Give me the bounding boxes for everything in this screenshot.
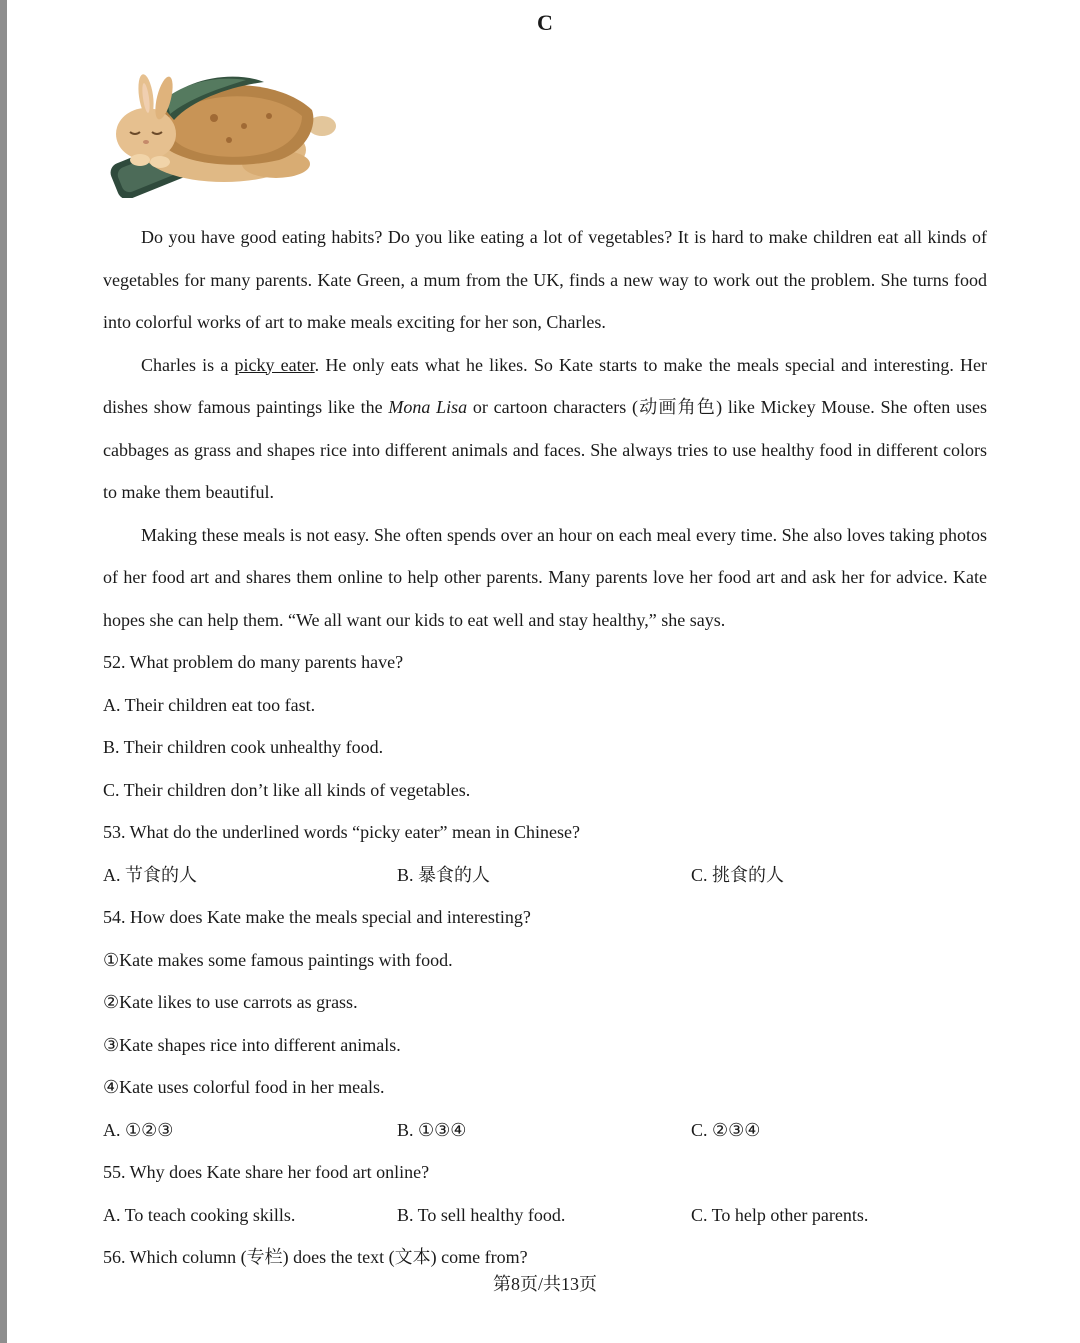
- question-54-statement-3: ③Kate shapes rice into different animals.: [103, 1034, 401, 1055]
- rabbit-under-seaweed-blanket-icon: [104, 68, 340, 198]
- question-52-option-b: B. Their children cook unhealthy food.: [103, 737, 384, 757]
- question-53-stem: 53. What do the underlined words “picky eater” mean in Chinese?: [103, 822, 581, 842]
- paragraph-3: Making these meals is not easy. She often spends over an hour on each meal every time. She also loves taking photos of her food art and shares them online to help other parents. Many parents love her food art and ask her for advice. Kate hopes she can help them. “We all want our kids to eat well and stay healthy,” she says.: [103, 524, 987, 630]
- question-54-option-b: B. ①③④: [397, 1119, 467, 1140]
- question-54-options: [103, 1109, 987, 1152]
- question-54-statement-1: ①Kate makes some famous paintings with food.: [103, 949, 453, 970]
- paragraph-1: Do you have good eating habits? Do you like eating a lot of vegetables? It is hard to make children eat all kinds of vegetables for many parents. Kate Green, a mum from the UK, finds a new way to work out the problem. She turns food into colorful works of art to make meals exciting for her son, Charles.: [103, 227, 987, 332]
- question-52-option-a: A. Their children eat too fast.: [103, 694, 316, 715]
- paragraph-2-start: Charles is a: [141, 354, 235, 375]
- question-54-option-a: A. ①②③: [103, 1119, 174, 1140]
- page-number-footer: 第8页/共13页: [492, 1274, 597, 1294]
- question-52-option-c: C. Their children don’t like all kinds of vegetables.: [103, 779, 471, 800]
- question-55-options: [103, 1194, 987, 1237]
- section-heading: C: [537, 10, 553, 35]
- question-55-option-b: B. To sell healthy food.: [397, 1204, 566, 1225]
- question-53-option-b: B. 暴食的人: [397, 864, 491, 885]
- paragraph-2: [103, 344, 987, 514]
- question-53-option-c: C. 挑食的人: [691, 864, 785, 885]
- reading-passage: [103, 216, 987, 1279]
- question-56-stem: 56. Which column (专栏) does the text (文本) come from?: [103, 1247, 528, 1267]
- question-54-statement-2: ②Kate likes to use carrots as grass.: [103, 992, 358, 1012]
- question-54-stem: 54. How does Kate make the meals special and interesting?: [103, 907, 531, 927]
- paragraph-2-middle: . He only eats what he likes. So Kate starts to make the meals special and interesting. Her dishes show famous paintings like the: [103, 354, 987, 417]
- question-52-stem: 52. What problem do many parents have?: [103, 652, 404, 672]
- question-54-option-c: C. ②③④: [691, 1119, 761, 1140]
- question-55-stem: 55. Why does Kate share her food art online?: [103, 1162, 430, 1182]
- question-54-statement-4: ④Kate uses colorful food in her meals.: [103, 1077, 385, 1097]
- painting-title: Mona Lisa: [388, 397, 468, 417]
- underlined-words: picky eater: [234, 354, 315, 375]
- question-53-options: [103, 854, 987, 897]
- question-53-option-a: A. 节食的人: [103, 864, 197, 885]
- question-55-option-c: C. To help other parents.: [691, 1204, 869, 1225]
- question-55-option-a: A. To teach cooking skills.: [103, 1204, 296, 1225]
- paragraph-2-end: or cartoon characters (动画角色) like Mickey Mouse. She often uses cabbages as grass and shapes rice into different animals and faces. She always tries to use healthy food in different colors to make them beautiful.: [103, 397, 987, 502]
